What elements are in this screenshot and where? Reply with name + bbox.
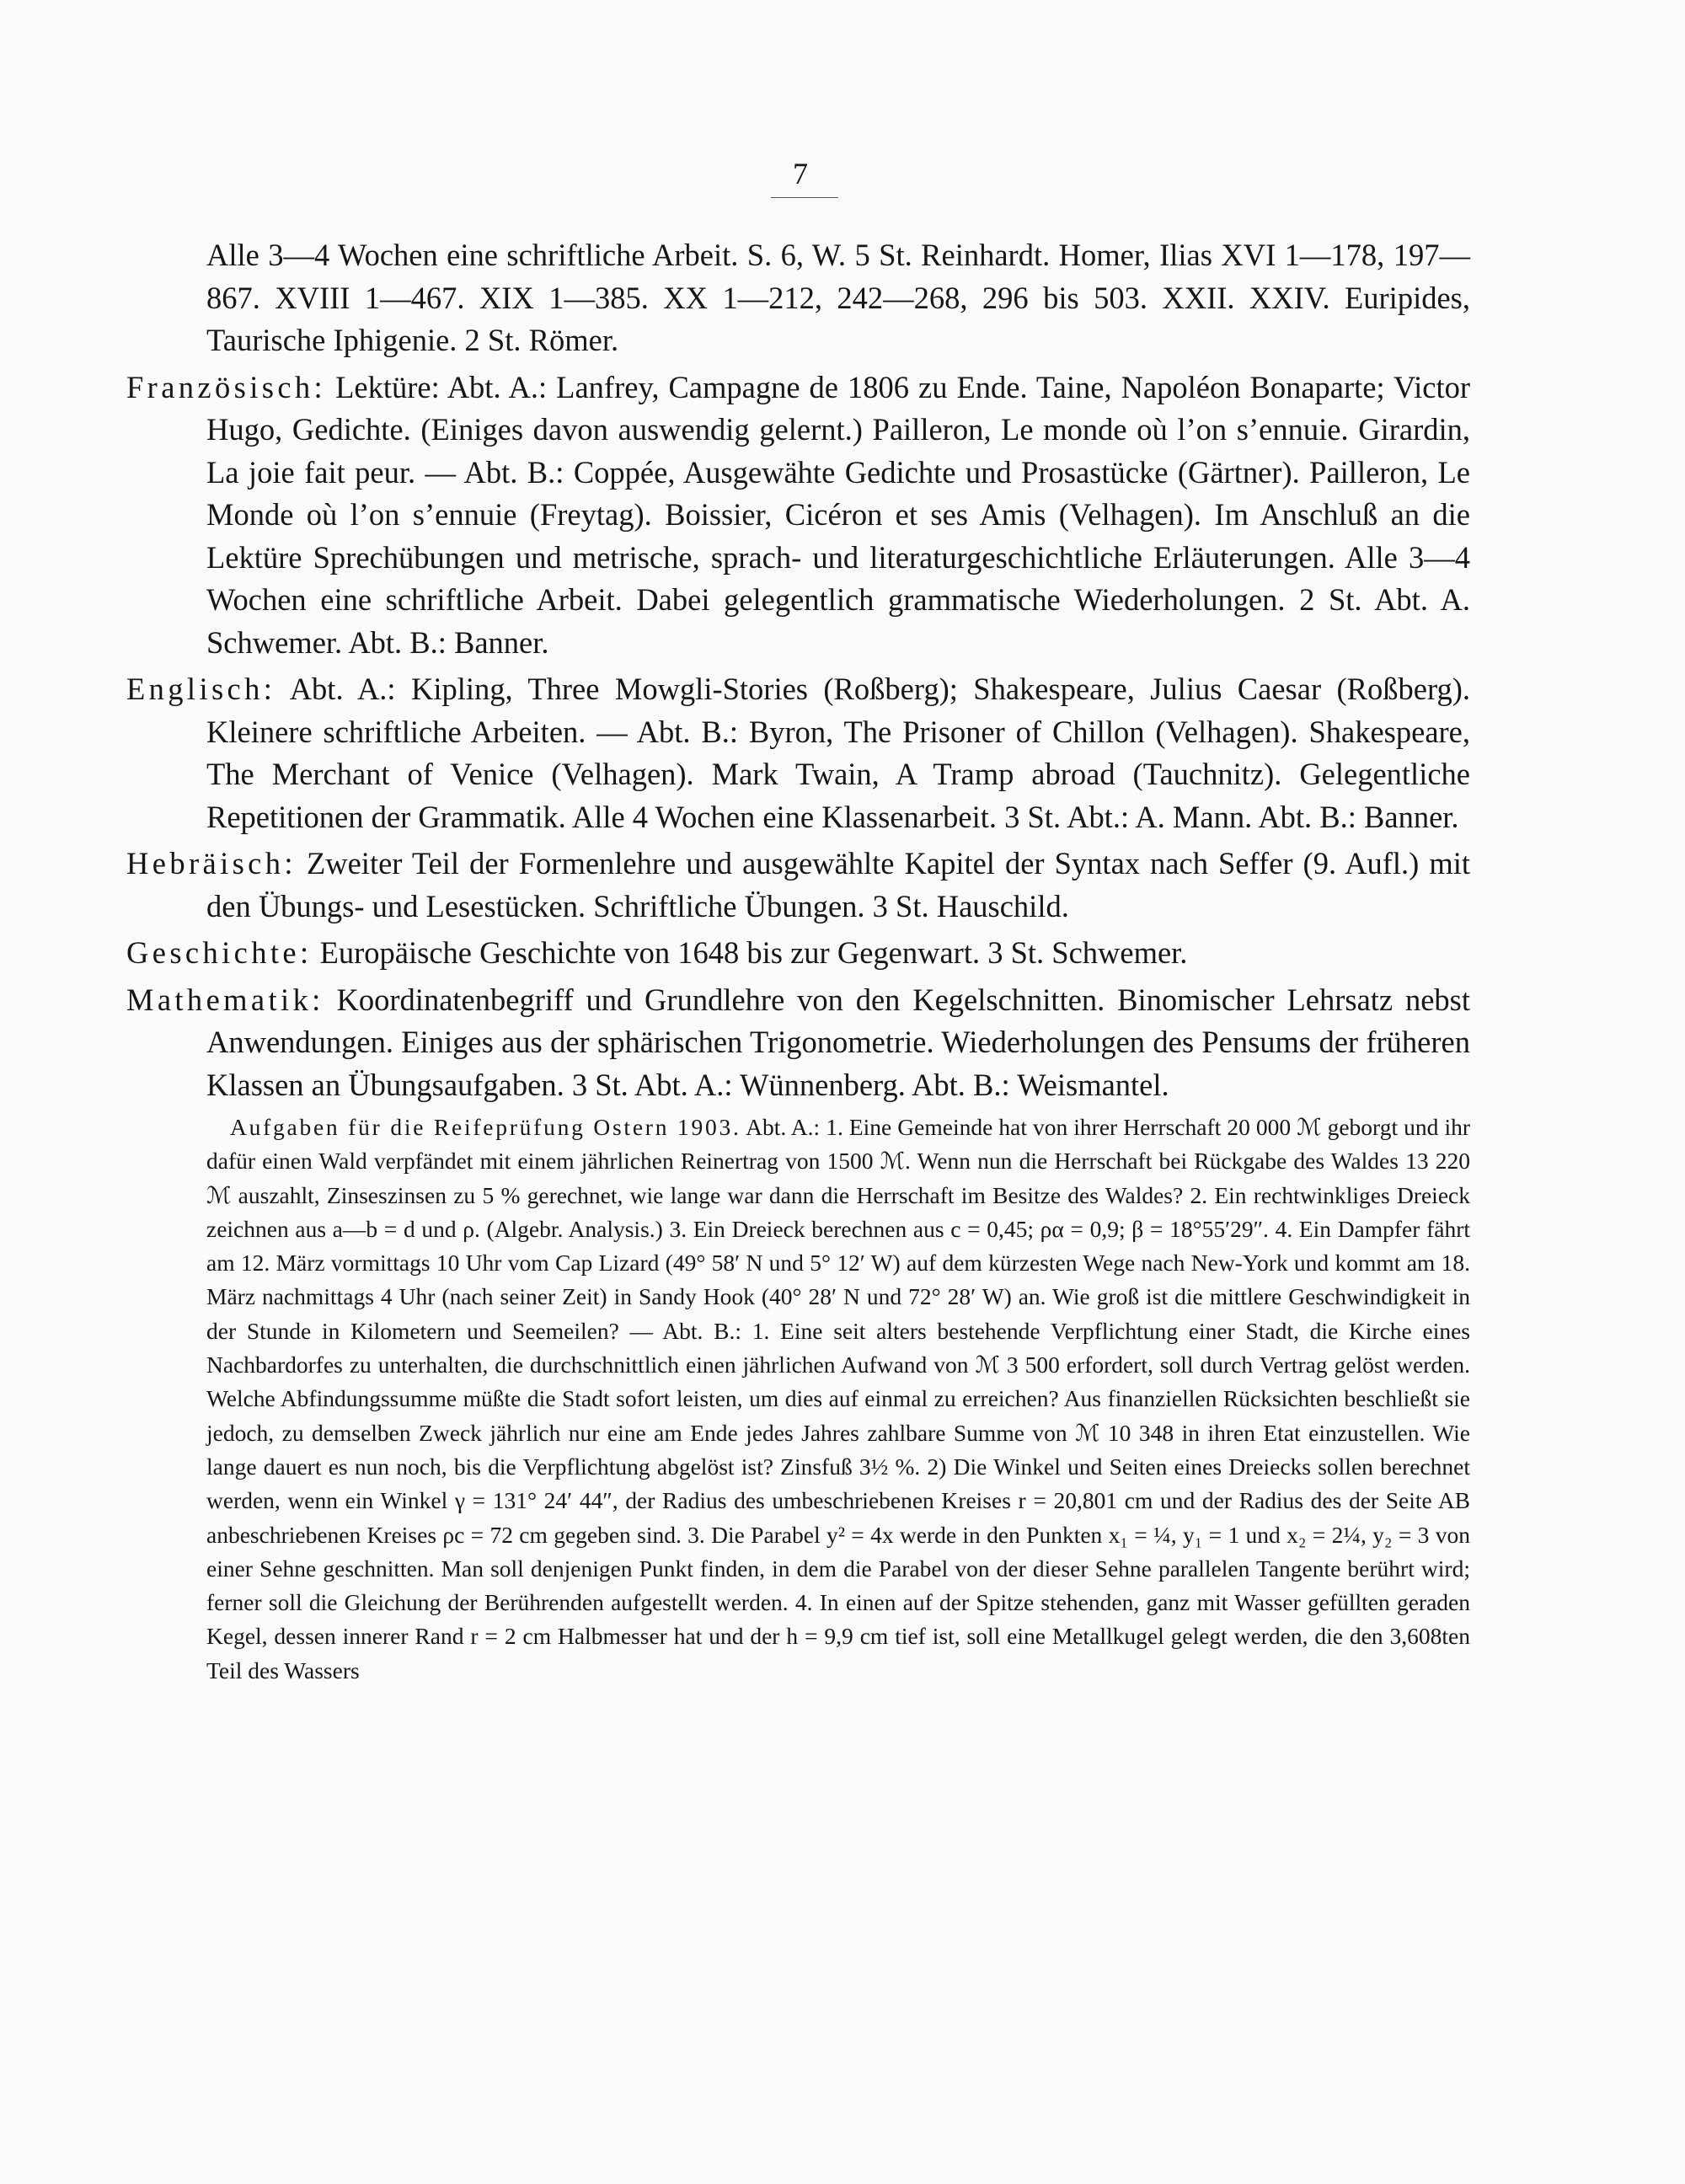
- paragraph-text: Alle 3—4 Wochen eine schriftliche Arbeit. S. 6, W. 5 St. Reinhardt. Homer, Ilias XVI 1—178, 197—867. XVIII 1—467. XIX 1—385. XX 1—212, 242—268, 296 bis 503. XXII. XXIV. Euripides, Taurische Iphigenie. 2 St. Römer.: [206, 238, 1470, 357]
- paragraph-text: Abt. A.: Kipling, Three Mowgli-Stories (Roßberg); Shakespeare, Julius Caesar (Roßberg). Kleinere schriftliche Arbeiten. — Abt. B.: Byron, The Prisoner of Chillon (Velhagen). Shakespeare, The Merchant of Venice (Velhagen). Mark Twain, A Tramp abroad (Tauchnitz). Gelegentliche Repetitionen der Grammatik. Alle 4 Wochen eine Klassenarbeit. 3 St. Abt.: A. Mann. Abt. B.: Banner.: [206, 672, 1470, 834]
- aufgaben-reifepruefung: [206, 1111, 1470, 1688]
- paragraph-griechisch-continuation: [126, 234, 1470, 362]
- subject-heading: Hebräisch:: [126, 846, 297, 881]
- paragraph-mathematik: [126, 979, 1470, 1107]
- paragraph-text: Zweiter Teil der Formenlehre und ausgewählte Kapitel der Syntax nach Seffer (9. Aufl.) mit den Übungs- und Lesestücken. Schriftliche Übungen. 3 St. Hauschild.: [206, 846, 1471, 923]
- aufgaben-heading: Aufgaben für die Reifeprüfung Ostern 1903.: [230, 1114, 741, 1140]
- aufgaben-text: Abt. A.: 1. Eine Gemeinde hat von ihrer Herrschaft 20 000 ℳ geborgt und ihr dafür einen Wald verpfändet mit einem jährlichen Reinertrag von 1500 ℳ. Wenn nun die Herrschaft bei Rückgabe des Waldes 13 220 ℳ auszahlt, Zinseszinsen zu 5 % gerechnet, wie lange war dann die Herrschaft im Besitze des Waldes? 2. Ein rechtwinkliges Dreieck zeichnen aus a—b = d und ρ. (Algebr. Analysis.) 3. Ein Dreieck berechnen aus c = 0,45; ρα = 0,9; β = 18°55′29″. 4. Ein Dampfer fährt am 12. März vormittags 10 Uhr vom Cap Lizard (49° 58′ N und 5° 12′ W) auf dem kürzesten Wege nach New-York und kommt am 18. März nachmittags 4 Uhr (nach seiner Zeit) in Sandy Hook (40° 28′ N und 72° 28′ W) an. Wie groß ist die mittlere Geschwindigkeit in der Stunde in Kilometern und Seemeilen? — Abt. B.: 1. Eine seit alters bestehende Verpflichtung einer Stadt, die Kirche eines Nachbardorfes zu unterhalten, die durchschnittlich einen jährlichen Aufwand von ℳ 3 500 erfordert, soll durch Vertrag gelöst werden. Welche Abfindungssumme müßte die Stadt sofort leisten, um dies auf einmal zu erreichen? Aus finanziellen Rücksichten beschließt sie jedoch, zu demselben Zweck jährlich nur eine am Ende jedes Jahres zahlbare Summe von ℳ 10 348 in ihren Etat einzustellen. Wie lange dauert es nun noch, bis die Verpflichtung abgelöst ist? Zinsfuß 3½ %. 2) Die Winkel und Seiten eines Dreiecks sollen berechnet werden, wenn ein Winkel γ = 131° 24′ 44″, der Radius des umbeschriebenen Kreises r = 20,801 cm und der Radius des der Seite AB anbeschriebenen Kreises ρc = 72 cm gegeben sind. 3. Die Parabel y² = 4x werde in den Punkten x₁ = ¼, y₁ = 1 und x₂ = 2¼, y₂ = 3 von einer Sehne geschnitten. Man soll denjenigen Punkt finden, in dem die Parabel von der dieser Sehne parallelen Tangente berührt wird; ferner soll die Gleichung der Berührenden aufgestellt werden. 4. In einen auf der Spitze stehenden, ganz mit Wasser gefüllten geraden Kegel, dessen innerer Rand r = 2 cm Halbmesser hat und der h = 9,9 cm tief ist, soll eine Metallkugel gelegt werden, die den 3,608ten Teil des Wassers: [206, 1114, 1470, 1684]
- paragraph-text: Europäische Geschichte von 1648 bis zur Gegenwart. 3 St. Schwemer.: [319, 935, 1188, 970]
- paragraph-text: Koordinatenbegriff und Grundlehre von den Kegelschnitten. Binomischer Lehrsatz nebst Anwendungen. Einiges aus der sphärischen Trigonometrie. Wiederholungen des Pensums der früheren Klassen an Übungsaufgaben. 3 St. Abt. A.: Wünnenberg. Abt. B.: Weismantel.: [206, 982, 1471, 1102]
- paragraph-hebraeisch: [126, 843, 1470, 928]
- subject-heading: Französisch:: [126, 369, 327, 404]
- subject-heading: Englisch:: [126, 672, 276, 706]
- paragraph-englisch: [126, 668, 1470, 838]
- page-number: 7: [793, 157, 808, 190]
- paragraph-geschichte: [126, 932, 1470, 975]
- subject-heading: Mathematik:: [126, 982, 324, 1017]
- page-number-rule: [771, 197, 838, 198]
- subject-heading: Geschichte:: [126, 935, 313, 970]
- paragraph-text: Lektüre: Abt. A.: Lanfrey, Campagne de 1806 zu Ende. Taine, Napoléon Bonaparte; Victor Hugo, Gedichte. (Einiges davon auswendig gelernt.) Pailleron, Le monde où l’on s’ennuie. Girardin, La joie fait peur. — Abt. B.: Coppée, Ausgewähte Gedichte und Prosastücke (Gärtner). Pailleron, Le Monde où l’on s’ennuie (Freytag). Boissier, Cicéron et ses Amis (Velhagen). Im Anschluß an die Lektüre Sprechübungen und metrische, sprach- und literaturgeschichtliche Erläuterungen. Alle 3—4 Wochen eine schriftliche Arbeit. Dabei gelegentlich grammatische Wiederholungen. 2 St. Abt. A. Schwemer. Abt. B.: Banner.: [206, 369, 1471, 660]
- paragraph-franzoesisch: [126, 367, 1470, 665]
- body-text: [126, 234, 1470, 1711]
